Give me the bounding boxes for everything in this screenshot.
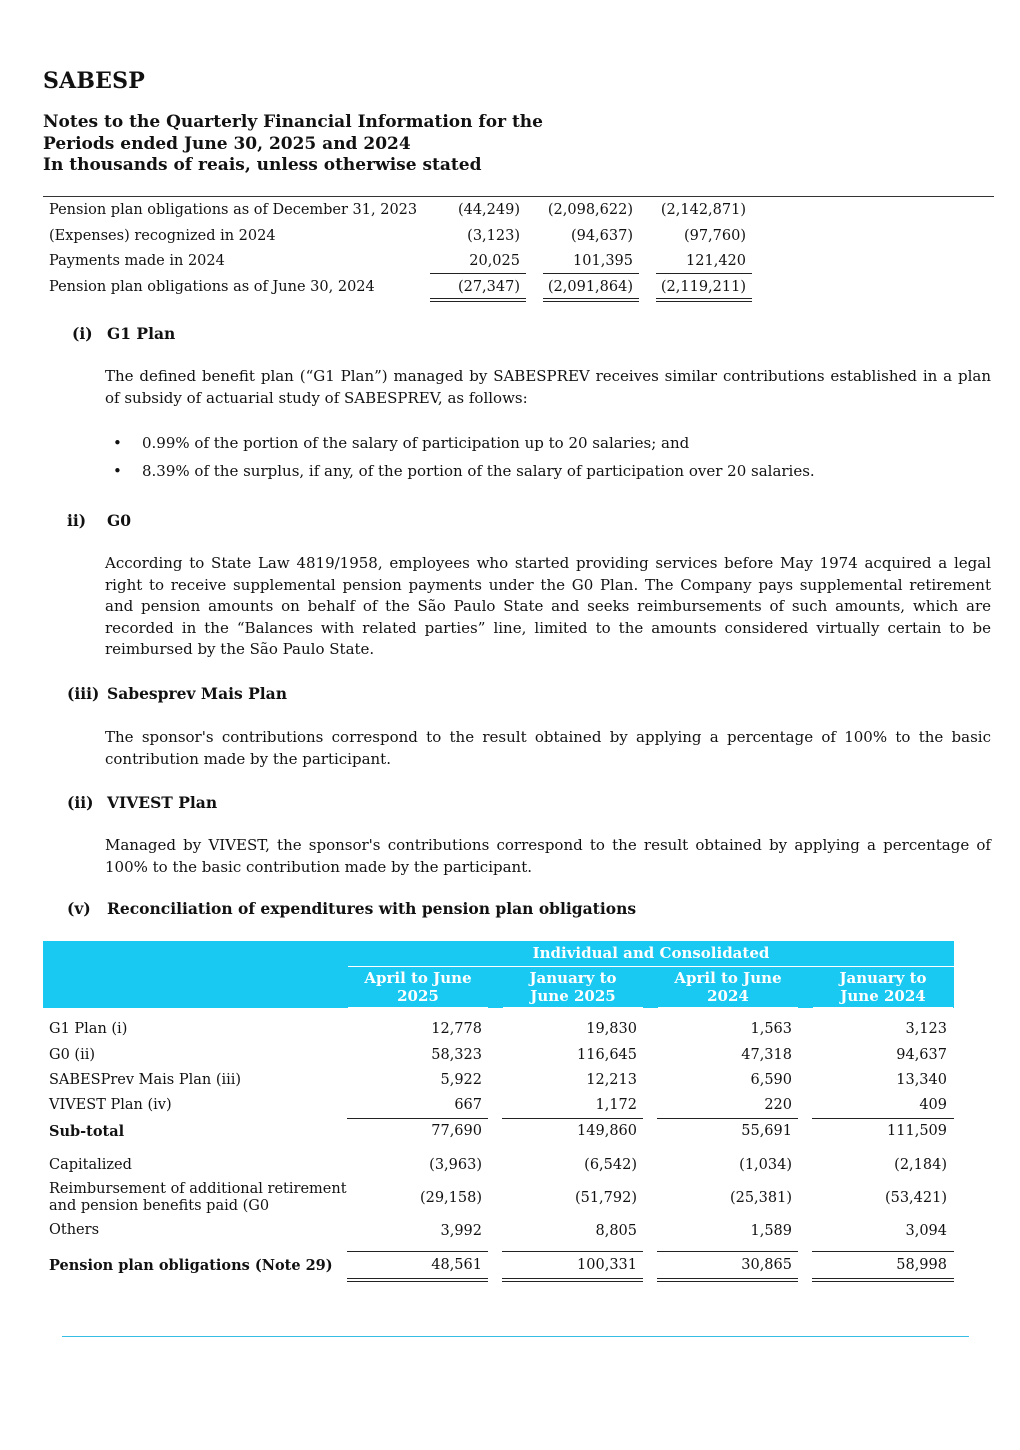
section-paragraph: The sponsor's contributions correspond to the result obtained by applying a percentage of 100% to the basic contribution made by the participant. bbox=[105, 728, 991, 768]
header-line: Notes to the Quarterly Financial Information for the bbox=[43, 112, 543, 132]
total-double-rule bbox=[657, 1278, 798, 1282]
row-label: G0 (ii) bbox=[49, 1047, 96, 1063]
cell-value: 12,778 bbox=[431, 1021, 482, 1037]
header-line: In thousands of reais, unless otherwise stated bbox=[43, 155, 482, 175]
section-heading-mais bbox=[67, 684, 287, 703]
column-divider bbox=[348, 1007, 488, 1008]
column-header-line: June 2025 bbox=[530, 987, 616, 1005]
cell-value: 220 bbox=[764, 1097, 792, 1113]
subtotal-rule bbox=[812, 1251, 954, 1252]
cell-value: (2,119,211) bbox=[660, 278, 746, 295]
cell-value: 20,025 bbox=[469, 253, 520, 269]
total-double-rule bbox=[502, 1278, 643, 1282]
cell-value: (94,637) bbox=[570, 227, 633, 244]
cell-value: 13,340 bbox=[896, 1072, 947, 1088]
cell-value: 58,323 bbox=[431, 1047, 482, 1063]
cell-value: (6,542) bbox=[584, 1157, 637, 1173]
list-item bbox=[105, 462, 991, 490]
table-row bbox=[49, 225, 769, 251]
section-heading-g1 bbox=[72, 324, 175, 343]
column-header-line: January to bbox=[529, 969, 617, 987]
table-row bbox=[49, 250, 769, 276]
subtotal-rule bbox=[502, 1251, 643, 1252]
cell-value: 121,420 bbox=[686, 253, 746, 269]
row-label: Payments made in 2024 bbox=[49, 253, 225, 269]
row-label: Others bbox=[49, 1222, 100, 1238]
cell-value: 19,830 bbox=[586, 1021, 637, 1037]
section-number: (iii) bbox=[67, 684, 100, 703]
column-header-line: April to June bbox=[674, 969, 782, 987]
cell-value: (53,421) bbox=[884, 1190, 947, 1206]
column-divider bbox=[503, 1007, 643, 1008]
cell-value: 77,690 bbox=[431, 1123, 482, 1139]
cell-value: (1,034) bbox=[739, 1157, 792, 1173]
cell-value: 1,563 bbox=[750, 1021, 792, 1037]
footer-divider bbox=[62, 1336, 969, 1337]
row-label: Sub-total bbox=[49, 1123, 125, 1140]
subtotal-rule bbox=[657, 1118, 798, 1119]
cell-value: (2,184) bbox=[894, 1157, 947, 1173]
row-label: Capitalized bbox=[49, 1157, 132, 1173]
cell-value: 94,637 bbox=[896, 1047, 947, 1063]
table-row bbox=[49, 199, 769, 225]
cell-value: 409 bbox=[919, 1097, 947, 1113]
subtotal-rule bbox=[543, 273, 639, 274]
section-heading-g0 bbox=[67, 511, 131, 530]
column-header bbox=[503, 969, 643, 1005]
section-title: Reconciliation of expenditures with pension plan obligations bbox=[107, 899, 637, 918]
cell-value: 1,172 bbox=[595, 1097, 637, 1113]
column-divider bbox=[658, 1007, 798, 1008]
column-header-line: January to bbox=[839, 969, 927, 987]
list-item bbox=[105, 434, 991, 462]
cell-value: 5,922 bbox=[440, 1072, 482, 1088]
row-label bbox=[49, 1181, 347, 1215]
subtotal-rule bbox=[502, 1118, 643, 1119]
bullet-icon: • bbox=[113, 462, 122, 480]
column-group-header: Individual and Consolidated bbox=[532, 944, 770, 962]
company-name: SABESP bbox=[43, 68, 145, 94]
column-divider bbox=[813, 1007, 953, 1008]
subtotal-rule bbox=[657, 1251, 798, 1252]
section-paragraph: According to State Law 4819/1958, employees who started providing services before May 1974 acquired a legal right to receive supplemental pension payments under the G0 Plan. The Company pays supplemental retirement and pension amounts on behalf of the São Paulo State and seeks reimbursements of such amounts, which are recorded in the “Balances with related parties” line, limited to the amounts considered virtually certain to be reimbursed by the São Paulo State. bbox=[105, 554, 991, 659]
cell-value: 1,589 bbox=[750, 1223, 792, 1239]
subtotal-rule bbox=[812, 1118, 954, 1119]
section-paragraph: Managed by VIVEST, the sponsor's contributions correspond to the result obtained by applying a percentage of 100% to the basic contribution made by the participant. bbox=[105, 836, 991, 876]
cell-value: 3,094 bbox=[905, 1223, 947, 1239]
subtotal-rule bbox=[347, 1118, 488, 1119]
section-heading-reconciliation bbox=[67, 899, 636, 918]
column-header-line: 2025 bbox=[397, 987, 439, 1005]
section-number: ii) bbox=[67, 511, 87, 530]
section-title: G0 bbox=[107, 511, 132, 530]
section-title: G1 Plan bbox=[107, 324, 176, 343]
section-title: VIVEST Plan bbox=[107, 793, 218, 812]
column-header bbox=[813, 969, 953, 1005]
cell-value: (2,091,864) bbox=[547, 278, 633, 295]
subtotal-rule bbox=[347, 1251, 488, 1252]
subtotal-rule bbox=[430, 273, 526, 274]
cell-value: 47,318 bbox=[741, 1047, 792, 1063]
bullet-text: 8.39% of the surplus, if any, of the portion of the salary of participation over 20 salaries. bbox=[142, 462, 815, 480]
cell-value: (3,963) bbox=[429, 1157, 482, 1173]
row-label: VIVEST Plan (iv) bbox=[49, 1097, 172, 1113]
row-label-line: and pension benefits paid (G0 bbox=[49, 1198, 270, 1214]
row-label: Pension plan obligations as of June 30, 2024 bbox=[49, 278, 375, 295]
row-label: SABESPrev Mais Plan (iii) bbox=[49, 1072, 242, 1088]
reconciliation-table-header bbox=[43, 941, 954, 1008]
document-header bbox=[43, 112, 763, 177]
cell-value: (27,347) bbox=[457, 278, 520, 295]
subtotal-rule bbox=[656, 273, 752, 274]
header-divider bbox=[43, 196, 994, 197]
cell-value: (3,123) bbox=[467, 227, 520, 244]
section-title: Sabesprev Mais Plan bbox=[107, 684, 287, 703]
cell-value: 58,998 bbox=[896, 1257, 947, 1273]
cell-value: (44,249) bbox=[457, 202, 520, 218]
cell-value: 149,860 bbox=[577, 1123, 637, 1139]
cell-value: 101,395 bbox=[573, 253, 633, 269]
section-number: (i) bbox=[72, 324, 93, 343]
cell-value: (2,098,622) bbox=[547, 202, 633, 218]
row-label: Pension plan obligations as of December 31, 2023 bbox=[49, 202, 418, 218]
cell-value: 30,865 bbox=[741, 1257, 792, 1273]
cell-value: 48,561 bbox=[431, 1257, 482, 1273]
bullet-icon: • bbox=[113, 434, 122, 452]
cell-value: 111,509 bbox=[887, 1123, 947, 1139]
section-heading-vivest bbox=[67, 793, 217, 812]
total-double-rule bbox=[812, 1278, 954, 1282]
column-header bbox=[658, 969, 798, 1005]
row-label: Pension plan obligations (Note 29) bbox=[49, 1257, 333, 1274]
column-header-line: June 2024 bbox=[840, 987, 926, 1005]
section-number: (ii) bbox=[67, 793, 94, 812]
cell-value: 55,691 bbox=[741, 1123, 792, 1139]
cell-value: (29,158) bbox=[419, 1190, 482, 1206]
cell-value: 6,590 bbox=[750, 1072, 792, 1088]
cell-value: 100,331 bbox=[577, 1257, 637, 1273]
header-divider bbox=[348, 966, 954, 967]
cell-value: 3,992 bbox=[440, 1223, 482, 1239]
total-double-rule bbox=[347, 1278, 488, 1282]
cell-value: 12,213 bbox=[586, 1072, 637, 1088]
cell-value: 8,805 bbox=[595, 1223, 637, 1239]
bullet-text: 0.99% of the portion of the salary of participation up to 20 salaries; and bbox=[142, 434, 690, 452]
cell-value: 667 bbox=[454, 1097, 482, 1113]
cell-value: (2,142,871) bbox=[660, 202, 746, 218]
total-double-rule bbox=[543, 298, 639, 302]
pension-rollforward-table bbox=[49, 199, 769, 301]
column-header bbox=[348, 969, 488, 1005]
total-double-rule bbox=[430, 298, 526, 302]
cell-value: 3,123 bbox=[905, 1021, 947, 1037]
column-header-line: 2024 bbox=[707, 987, 749, 1005]
total-double-rule bbox=[656, 298, 752, 302]
row-label: G1 Plan (i) bbox=[49, 1021, 128, 1037]
section-paragraph: The defined benefit plan (“G1 Plan”) managed by SABESPREV receives similar contributions established in a plan of subsidy of actuarial study of SABESPREV, as follows: bbox=[105, 367, 991, 407]
row-label-line: Reimbursement of additional retirement bbox=[49, 1181, 347, 1197]
row-label: (Expenses) recognized in 2024 bbox=[49, 227, 276, 244]
bullet-list bbox=[105, 434, 991, 490]
cell-value: (97,760) bbox=[683, 227, 746, 244]
column-header-line: April to June bbox=[364, 969, 472, 987]
cell-value: (25,381) bbox=[729, 1190, 792, 1206]
cell-value: 116,645 bbox=[577, 1047, 637, 1063]
cell-value: (51,792) bbox=[574, 1190, 637, 1206]
header-line: Periods ended June 30, 2025 and 2024 bbox=[43, 133, 411, 154]
section-number: (v) bbox=[67, 899, 91, 918]
